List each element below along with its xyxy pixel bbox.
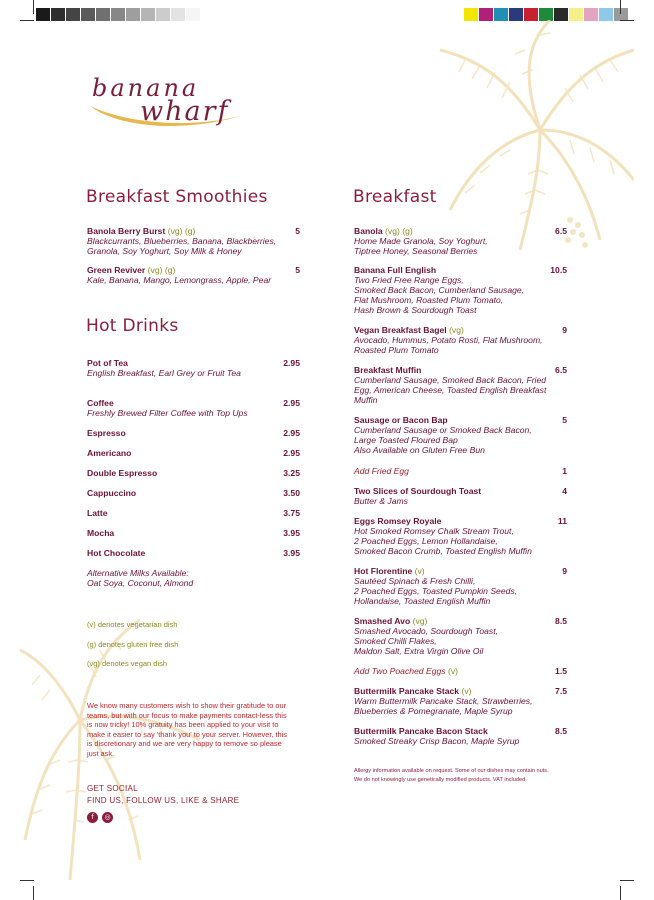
item-name: Buttermilk Pancake Bacon Stack — [354, 726, 488, 736]
item-price: 2.95 — [283, 428, 300, 438]
addon-price: 1.5 — [555, 666, 567, 676]
item-name: Smashed Avo — [354, 616, 411, 626]
item-description: Kale, Banana, Mango, Lemongrass, Apple, Pear — [87, 275, 272, 285]
item-name: Sausage or Bacon Bap — [354, 415, 448, 425]
gratuity-note: We know many customers wish to show their gratitude to our teams, but with our focus to make payments contact-less this is now tricky! 10% gratuity has been applied to your visit to make it easier to say 'thank you' to your server. However, this is discretionary and we are very happy to remove so please just ask. — [87, 701, 287, 758]
gray-swatch — [111, 8, 126, 21]
logo-text-wharf: wharf — [140, 96, 230, 127]
gray-swatch — [51, 8, 66, 21]
item-description: Warm Buttermilk Pancake Stack, Strawberries, — [354, 696, 533, 706]
item-price: 5 — [295, 226, 300, 236]
item-description: Smoked Bacon Crumb, Toasted English Muffin — [354, 546, 532, 556]
dietary-tag: (vg) (g) — [167, 226, 196, 236]
menu-item — [354, 325, 543, 355]
menu-item — [87, 528, 114, 538]
menu-item — [87, 548, 145, 558]
item-description: Avocado, Hummus, Potato Rosti, Flat Mushroom, — [354, 335, 543, 345]
dietary-tag: (vg) (g) — [385, 226, 413, 236]
menu-item — [87, 448, 131, 458]
item-price: 3.95 — [283, 548, 300, 558]
item-name: Americano — [87, 448, 132, 458]
menu-item — [354, 486, 481, 506]
item-description: 2 Poached Eggs, Toasted Pumpkin Seeds, — [354, 586, 518, 596]
item-price: 6.5 — [555, 365, 567, 375]
grayscale-calibration-strip — [36, 8, 201, 21]
item-description: Blueberries & Pomegranate, Maple Syrup — [354, 706, 513, 716]
palm-leaf-decoration — [420, 20, 634, 250]
facebook-icon[interactable]: f — [87, 812, 98, 823]
item-price: 10.5 — [550, 265, 567, 275]
item-name: Cappuccino — [87, 488, 137, 498]
item-description: Egg, American Cheese, Toasted English Breakfast — [354, 385, 547, 395]
crop-mark — [33, 886, 34, 900]
item-description: Butter & Jams — [354, 496, 408, 506]
gray-swatch — [36, 8, 51, 21]
item-description: Hash Brown & Sourdough Toast — [354, 305, 477, 315]
item-description: Large Toasted Floured Bap — [354, 435, 458, 445]
item-description: Also Available on Gluten Free Bun — [354, 445, 485, 455]
item-price: 3.95 — [283, 528, 300, 538]
addon-label: Add Fried Egg — [354, 466, 409, 476]
gray-swatch — [81, 8, 96, 21]
item-description: Smoked Chilli Flakes, — [354, 636, 437, 646]
dietary-tag: (vg) — [449, 325, 464, 335]
menu-item — [87, 226, 276, 256]
menu-item — [354, 686, 532, 716]
item-name: Banola — [354, 226, 383, 236]
menu-item — [87, 265, 271, 285]
item-name: Eggs Romsey Royale — [354, 516, 442, 526]
item-name: Latte — [87, 508, 108, 518]
item-price: 3.25 — [283, 468, 300, 478]
crop-mark — [620, 0, 621, 14]
addon-item — [354, 666, 458, 676]
item-description: Smoked Streaky Crisp Bacon, Maple Syrup — [354, 736, 520, 746]
item-price: 5 — [295, 265, 300, 275]
crop-mark — [20, 880, 34, 881]
crop-mark — [620, 880, 634, 881]
item-description: Granola, Soy Yoghurt, Soy Milk & Honey — [87, 246, 242, 256]
allergy-note-line2: We do not knowingly use genetically modified products. VAT included. — [354, 777, 527, 783]
item-description: Roasted Plum Tomato — [354, 345, 439, 355]
item-description: Smoked Back Bacon, Cumberland Sausage, — [354, 285, 525, 295]
gray-swatch — [126, 8, 141, 21]
item-price: 5 — [562, 415, 567, 425]
item-name: Double Espresso — [87, 468, 158, 478]
item-description: Hot Smoked Romsey Chalk Stream Trout, — [354, 526, 514, 536]
social-subheading: FIND US, FOLLOW US, LIKE & SHARE — [87, 796, 240, 805]
item-description: Home Made Granola, Soy Yoghurt, — [354, 236, 488, 246]
item-name: Coffee — [87, 398, 114, 408]
menu-item — [87, 428, 126, 438]
social-heading: GET SOCIAL — [87, 784, 138, 793]
item-name: Mocha — [87, 528, 115, 538]
item-price: 4 — [562, 486, 567, 496]
legend-vegan: (vg) denotes vegan dish — [87, 659, 168, 668]
addon-price: 1 — [562, 466, 567, 476]
item-description: Blackcurrants, Blueberries, Banana, Blackberries, — [87, 236, 277, 246]
menu-item — [354, 726, 519, 746]
item-price: 2.95 — [283, 358, 300, 368]
item-price: 3.75 — [283, 508, 300, 518]
instagram-icon[interactable]: ◎ — [102, 812, 113, 823]
legend-gluten-free: (g) denotes gluten free dish — [87, 640, 179, 649]
gray-swatch — [141, 8, 156, 21]
item-description: 2 Poached Eggs, Lemon Hollandaise, — [354, 536, 498, 546]
legend-vegetarian: (v) denotes vegetarian dish — [87, 620, 178, 629]
item-price: 7.5 — [555, 686, 567, 696]
item-description: Tiptree Honey, Seasonal Berries — [354, 246, 478, 256]
item-name: Green Reviver — [87, 265, 146, 275]
dietary-tag: (v) — [447, 666, 458, 676]
gray-swatch — [171, 8, 186, 21]
menu-item — [87, 508, 108, 518]
item-name: Buttermilk Pancake Stack — [354, 686, 460, 696]
section-title-smoothies: Breakfast Smoothies — [86, 187, 268, 207]
item-price: 6.5 — [555, 226, 567, 236]
item-price: 8.5 — [555, 616, 567, 626]
menu-item — [354, 516, 532, 556]
item-price: 2.95 — [283, 448, 300, 458]
addon-item — [354, 466, 409, 476]
menu-item — [87, 398, 248, 418]
item-name: Hot Chocolate — [87, 548, 146, 558]
item-name: Pot of Tea — [87, 358, 128, 368]
crop-mark — [620, 886, 621, 900]
dietary-tag: (v) — [461, 686, 472, 696]
item-price: 11 — [557, 516, 567, 526]
allergy-note-line1: Allergy information available on request. Some of our dishes may contain nuts. — [354, 768, 549, 774]
item-description: Cumberland Sausage, Smoked Back Bacon, Fried — [354, 375, 547, 385]
item-description: Smashed Avocado, Sourdough Toast, — [354, 626, 498, 636]
item-name: Hot Florentine — [354, 566, 413, 576]
item-price: 9 — [562, 325, 567, 335]
item-description: Maldon Salt, Extra Virgin Olive Oil — [354, 646, 484, 656]
item-description: Hollandaise, Toasted English Muffin — [354, 596, 491, 606]
item-description: Muffin — [354, 395, 378, 405]
item-description: Cumberland Sausage or Smoked Back Bacon, — [354, 425, 532, 435]
item-description: Freshly Brewed Filter Coffee with Top Ups — [87, 408, 248, 418]
gray-swatch — [96, 8, 111, 21]
menu-item — [354, 415, 532, 455]
item-price: 2.95 — [283, 398, 300, 408]
menu-item — [87, 468, 157, 478]
dietary-tag: (vg) — [412, 616, 428, 626]
item-price: 8.5 — [555, 726, 567, 736]
menu-item — [354, 226, 488, 256]
menu-item — [87, 358, 241, 378]
logo-text-banana: banana — [92, 74, 200, 102]
item-name: Breakfast Muffin — [354, 365, 422, 375]
crop-mark — [33, 0, 34, 14]
section-title-breakfast: Breakfast — [353, 187, 437, 207]
menu-item — [354, 616, 498, 656]
crop-mark — [20, 20, 34, 21]
gray-swatch — [186, 8, 201, 21]
item-name: Banana Full English — [354, 265, 437, 275]
item-name: Espresso — [87, 428, 126, 438]
addon-label: Add Two Poached Eggs — [354, 666, 446, 676]
item-price: 3.50 — [283, 488, 300, 498]
menu-item — [354, 365, 546, 405]
item-description: Sautéed Spinach & Fresh Chilli, — [354, 576, 476, 586]
dietary-tag: (vg) (g) — [147, 265, 176, 275]
gray-swatch — [66, 8, 81, 21]
alt-milks-note: Alternative Milks Available: Oat Soya, Coconut, Almond — [87, 568, 194, 588]
item-name: Vegan Breakfast Bagel — [354, 325, 447, 335]
item-description: Flat Mushroom, Roasted Plum Tomato, — [354, 295, 504, 305]
dietary-tag: (v) — [414, 566, 425, 576]
item-price: 9 — [562, 566, 567, 576]
gray-swatch — [156, 8, 171, 21]
item-name: Two Slices of Sourdough Toast — [354, 486, 482, 496]
menu-item — [354, 566, 517, 606]
menu-item — [354, 265, 524, 315]
menu-item — [87, 488, 136, 498]
item-name: Banola Berry Burst — [87, 226, 166, 236]
section-title-hot-drinks: Hot Drinks — [86, 316, 179, 336]
item-description: Two Fried Free Range Eggs, — [354, 275, 464, 285]
item-description: English Breakfast, Earl Grey or Fruit Tea — [87, 368, 241, 378]
